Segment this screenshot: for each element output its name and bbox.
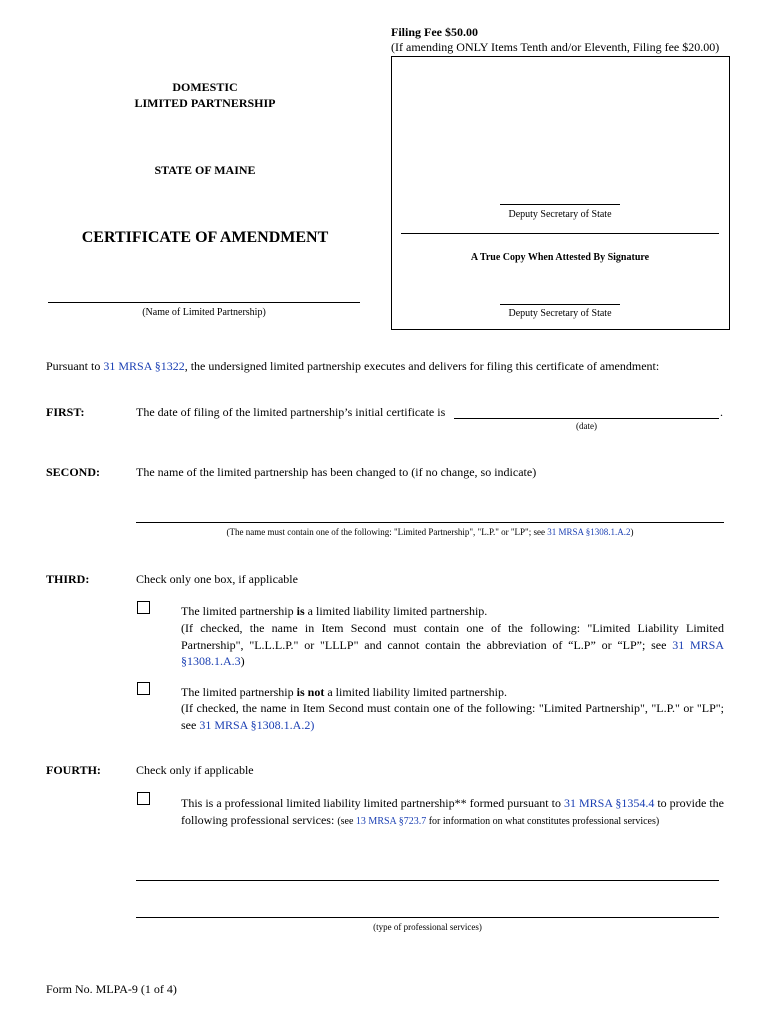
stamp-divider [401,233,719,234]
name-caption-text: (The name must contain one of the following: "Limited Partnership", "L.P." or "LP"; see [226,527,548,537]
new-name-field[interactable] [136,522,724,523]
statute-link-1308-1-a-2-b[interactable]: 31 MRSA §1308.1.A.2) [199,717,315,732]
page-title: CERTIFICATE OF AMENDMENT [81,229,329,246]
statute-link-1308-1-a-2[interactable]: 31 MRSA §1308.1.A.2 [547,527,631,537]
intro-text-end: , the undersigned limited partnership executes and delivers for filing this certificate of amendment: [184,359,660,373]
filing-stamp-box [391,56,730,330]
professional-services-caption: (type of professional services) [373,922,482,932]
llp-no-emphasis: is not [296,685,325,699]
filing-fee-note: (If amending ONLY Items Tenth and/or Eleventh, Filing fee $20.00) [391,40,720,54]
llp-no-text: The limited partnership [181,685,297,699]
llp-yes-emphasis: is [296,604,305,618]
professional-text: This is a professional limited liability limited partnership** formed pursuant to [181,796,564,810]
initial-filing-date-field[interactable] [454,418,719,419]
llp-no-detail [181,700,724,733]
name-caption-end: ) [630,527,634,537]
llp-no-text-end: a limited liability limited partnership. [324,685,507,699]
professional-text-mid: to provide the following professional services: [181,796,724,827]
first-label: FIRST: [46,405,85,419]
form-type-line-2: LIMITED PARTNERSHIP [134,96,276,110]
fourth-instruction: Check only if applicable [136,763,254,777]
llp-no-detail-text: (If checked, the name in Item Second must contain one of the following: "Limited Partnership", "L.P." or "LP"; see [181,701,724,732]
date-caption: (date) [576,421,597,431]
third-label: THIRD: [46,572,90,586]
professional-note-start: (see [337,815,356,827]
form-number: Form No. MLPA-9 (1 of 4) [46,982,177,996]
third-instruction: Check only one box, if applicable [136,572,298,586]
statute-link-1354-4[interactable]: 31 MRSA §1354.4 [563,796,655,810]
intro-text-start: Pursuant to [46,359,104,373]
llp-yes-text-end: a limited liability limited partnership. [304,604,488,618]
second-text: The name of the limited partnership has been changed to (if no change, so indicate) [136,465,537,479]
llp-yes-detail-text: (If checked, the name in Item Second must contain one of the following: "Limited Liability Limited Partnership", "L.L.L.P." or "LLLP" and cannot contain the abbreviation of “L.P” or “LP”; see [181,621,724,652]
form-type-line-1: DOMESTIC [172,80,238,94]
deputy-signature-line-2 [500,304,620,305]
deputy-caption-1: Deputy Secretary of State [508,209,612,220]
partnership-name-line[interactable] [48,302,360,303]
llp-no-statement [181,685,507,700]
filing-fee: Filing Fee $50.00 [391,25,478,39]
statute-link-1322[interactable]: 31 MRSA §1322 [103,359,185,373]
professional-note-end: for information on what constitutes professional services) [426,815,660,827]
deputy-signature-line-1 [500,204,620,205]
statute-link-723-7[interactable]: 13 MRSA §723.7 [355,815,427,827]
llp-yes-text: The limited partnership [181,604,297,618]
partnership-name-caption: (Name of Limited Partnership) [142,307,266,318]
professional-llp-checkbox[interactable] [137,792,150,805]
intro-statement [46,359,659,374]
statute-link-1308-1-a-3[interactable]: 31 MRSA §1308.1.A.3 [181,637,725,668]
llp-yes-statement [181,604,487,619]
fourth-label: FOURTH: [46,763,101,777]
llp-yes-detail-end: ) [240,654,245,668]
first-period: . [720,405,723,419]
professional-services-line-1[interactable] [136,880,719,881]
first-text: The date of filing of the limited partnership’s initial certificate is [136,405,446,419]
second-label: SECOND: [46,465,101,479]
deputy-caption-2: Deputy Secretary of State [508,308,612,319]
llp-no-checkbox[interactable] [137,682,150,695]
llp-yes-checkbox[interactable] [137,601,150,614]
llp-yes-detail [181,620,724,670]
new-name-caption [136,527,724,537]
professional-services-line-2[interactable] [136,917,719,918]
professional-llp-statement [181,795,724,830]
true-copy-note: A True Copy When Attested By Signature [470,252,650,263]
state-heading: STATE OF MAINE [154,163,256,177]
